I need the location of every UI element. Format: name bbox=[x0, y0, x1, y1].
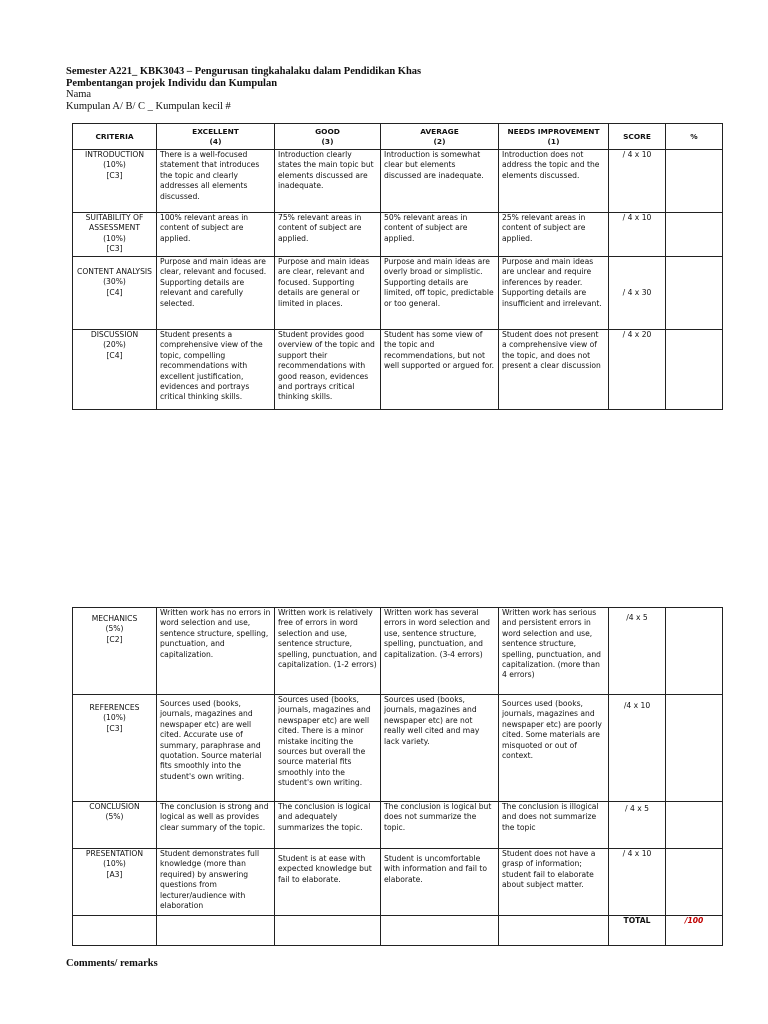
rubric-table-part2 bbox=[72, 607, 723, 946]
table-row bbox=[73, 150, 723, 213]
total-label: TOTAL bbox=[609, 916, 666, 946]
table-row bbox=[73, 849, 723, 916]
header-excellent: EXCELLENT (4) bbox=[157, 124, 275, 150]
excellent-cell: 100% relevant areas in content of subject are applied. bbox=[157, 213, 275, 257]
good-cell: Written work is relatively free of errors in word selection and use, sentence structure, spelling, punctuation, and capitalization. (1-2 errors) bbox=[275, 608, 381, 695]
score-cell: / 4 x 20 bbox=[609, 330, 666, 410]
criteria-cell: REFERENCES (10%) [C3] bbox=[73, 695, 157, 802]
criteria-cell: PRESENTATION (10%) [A3] bbox=[73, 849, 157, 916]
average-cell: Introduction is somewhat clear but elements discussed are inadequate. bbox=[381, 150, 499, 213]
empty-cell bbox=[499, 916, 609, 946]
percent-cell bbox=[666, 213, 723, 257]
percent-cell bbox=[666, 849, 723, 916]
header-score: SCORE bbox=[609, 124, 666, 150]
excellent-cell: Purpose and main ideas are clear, relevant and focused. Supporting details are relevant and carefully selected. bbox=[157, 257, 275, 330]
percent-cell bbox=[666, 802, 723, 849]
excellent-cell: Sources used (books, journals, magazines and newspaper etc) are well cited. Accurate use of summary, paraphrase and quotation. Source material fits smoothly into the student's own writing. bbox=[157, 695, 275, 802]
empty-cell bbox=[381, 916, 499, 946]
average-cell: The conclusion is logical but does not summarize the topic. bbox=[381, 802, 499, 849]
empty-cell bbox=[275, 916, 381, 946]
average-cell: Sources used (books, journals, magazines and newspaper etc) are not really well cited and may lack variety. bbox=[381, 695, 499, 802]
good-cell: Student is at ease with expected knowledge but fail to elaborate. bbox=[275, 849, 381, 916]
table-row bbox=[73, 257, 723, 330]
needs-improvement-cell: Introduction does not address the topic and the elements discussed. bbox=[499, 150, 609, 213]
good-cell: Sources used (books, journals, magazines and newspaper etc) are well cited. There is a minor mistake inciting the sources but overall the source material fits smoothly into the student's own writing. bbox=[275, 695, 381, 802]
excellent-cell: Written work has no errors in word selection and use, sentence structure, spelling, punctuation, and capitalization. bbox=[157, 608, 275, 695]
score-cell: / 4 x 30 bbox=[609, 257, 666, 330]
table-row bbox=[73, 213, 723, 257]
needs-improvement-cell: Student does not have a grasp of information; student fail to elaborate about subject matter. bbox=[499, 849, 609, 916]
score-cell: / 4 x 5 bbox=[609, 802, 666, 849]
table-row bbox=[73, 802, 723, 849]
project-title: Pembentangan projek Individu dan Kumpulan bbox=[66, 77, 278, 89]
good-cell: Student provides good overview of the topic and support their recommendations with good reason, evidences and portrays critical thinking skills. bbox=[275, 330, 381, 410]
good-cell: The conclusion is logical and adequately summarizes the topic. bbox=[275, 802, 381, 849]
percent-cell bbox=[666, 695, 723, 802]
average-cell: Purpose and main ideas are overly broad or simplistic. Supporting details are limited, off topic, predictable or too general. bbox=[381, 257, 499, 330]
score-cell: / 4 x 10 bbox=[609, 150, 666, 213]
comments-label: Comments/ remarks bbox=[66, 958, 158, 969]
good-cell: 75% relevant areas in content of subject are applied. bbox=[275, 213, 381, 257]
needs-improvement-cell: 25% relevant areas in content of subject are applied. bbox=[499, 213, 609, 257]
score-cell: /4 x 10 bbox=[609, 695, 666, 802]
rubric-header-row bbox=[73, 124, 723, 150]
total-row bbox=[73, 916, 723, 946]
criteria-cell: DISCUSSION (20%) [C4] bbox=[73, 330, 157, 410]
good-cell: Purpose and main ideas are clear, relevant and focused. Supporting details are general or limited in places. bbox=[275, 257, 381, 330]
needs-improvement-cell: Purpose and main ideas are unclear and require inferences by reader. Supporting details are insufficient and irrelevant. bbox=[499, 257, 609, 330]
table-row bbox=[73, 330, 723, 410]
total-value: /100 bbox=[666, 916, 723, 946]
good-cell: Introduction clearly states the main topic but elements discussed are inadequate. bbox=[275, 150, 381, 213]
empty-cell bbox=[157, 916, 275, 946]
criteria-cell: INTRODUCTION (10%) [C3] bbox=[73, 150, 157, 213]
needs-improvement-cell: Written work has serious and persistent errors in word selection and use, sentence structure, spelling, punctuation, and capitalization. (more than 4 errors) bbox=[499, 608, 609, 695]
excellent-cell: There is a well-focused statement that introduces the topic and clearly addresses all elements discussed. bbox=[157, 150, 275, 213]
group-field-label: Kumpulan A/ B/ C _ Kumpulan kecil # bbox=[66, 100, 231, 112]
excellent-cell: The conclusion is strong and logical as well as provides clear summary of the topic. bbox=[157, 802, 275, 849]
score-cell: / 4 x 10 bbox=[609, 213, 666, 257]
excellent-cell: Student demonstrates full knowledge (more than required) by answering questions from lecturer/audience with elaboration bbox=[157, 849, 275, 916]
percent-cell bbox=[666, 330, 723, 410]
empty-cell bbox=[73, 916, 157, 946]
average-cell: Student is uncomfortable with information and fail to elaborate. bbox=[381, 849, 499, 916]
needs-improvement-cell: Sources used (books, journals, magazines and newspaper etc) are poorly cited. Some materials are misquoted or out of context. bbox=[499, 695, 609, 802]
percent-cell bbox=[666, 257, 723, 330]
criteria-cell: CONTENT ANALYSIS (30%) [C4] bbox=[73, 257, 157, 330]
rubric-table-part1 bbox=[72, 123, 723, 410]
header-needs-improvement: NEEDS IMPROVEMENT (1) bbox=[499, 124, 609, 150]
header-percent: % bbox=[666, 124, 723, 150]
percent-cell bbox=[666, 608, 723, 695]
header-criteria: CRITERIA bbox=[73, 124, 157, 150]
criteria-cell: CONCLUSION (5%) bbox=[73, 802, 157, 849]
average-cell: 50% relevant areas in content of subject are applied. bbox=[381, 213, 499, 257]
criteria-cell: SUITABILITY OF ASSESSMENT (10%) [C3] bbox=[73, 213, 157, 257]
excellent-cell: Student presents a comprehensive view of the topic, compelling recommendations with excellent justification, evidences and portrays critical thinking skills. bbox=[157, 330, 275, 410]
percent-cell bbox=[666, 150, 723, 213]
needs-improvement-cell: The conclusion is illogical and does not summarize the topic bbox=[499, 802, 609, 849]
course-title: Semester A221_ KBK3043 – Pengurusan tingkahalaku dalam Pendidikan Khas bbox=[66, 66, 422, 77]
average-cell: Student has some view of the topic and recommendations, but not well supported or argued for. bbox=[381, 330, 499, 410]
score-cell: /4 x 5 bbox=[609, 608, 666, 695]
name-field-label: Nama bbox=[66, 89, 92, 100]
needs-improvement-cell: Student does not present a comprehensive view of the topic, and does not present a clear discussion bbox=[499, 330, 609, 410]
header-good: GOOD (3) bbox=[275, 124, 381, 150]
table-row bbox=[73, 695, 723, 802]
table-row bbox=[73, 608, 723, 695]
criteria-cell: MECHANICS (5%) [C2] bbox=[73, 608, 157, 695]
document-header bbox=[66, 66, 421, 112]
header-average: AVERAGE (2) bbox=[381, 124, 499, 150]
average-cell: Written work has several errors in word selection and use, sentence structure, spelling, punctuation, and capitalization. (3-4 errors) bbox=[381, 608, 499, 695]
score-cell: / 4 x 10 bbox=[609, 849, 666, 916]
